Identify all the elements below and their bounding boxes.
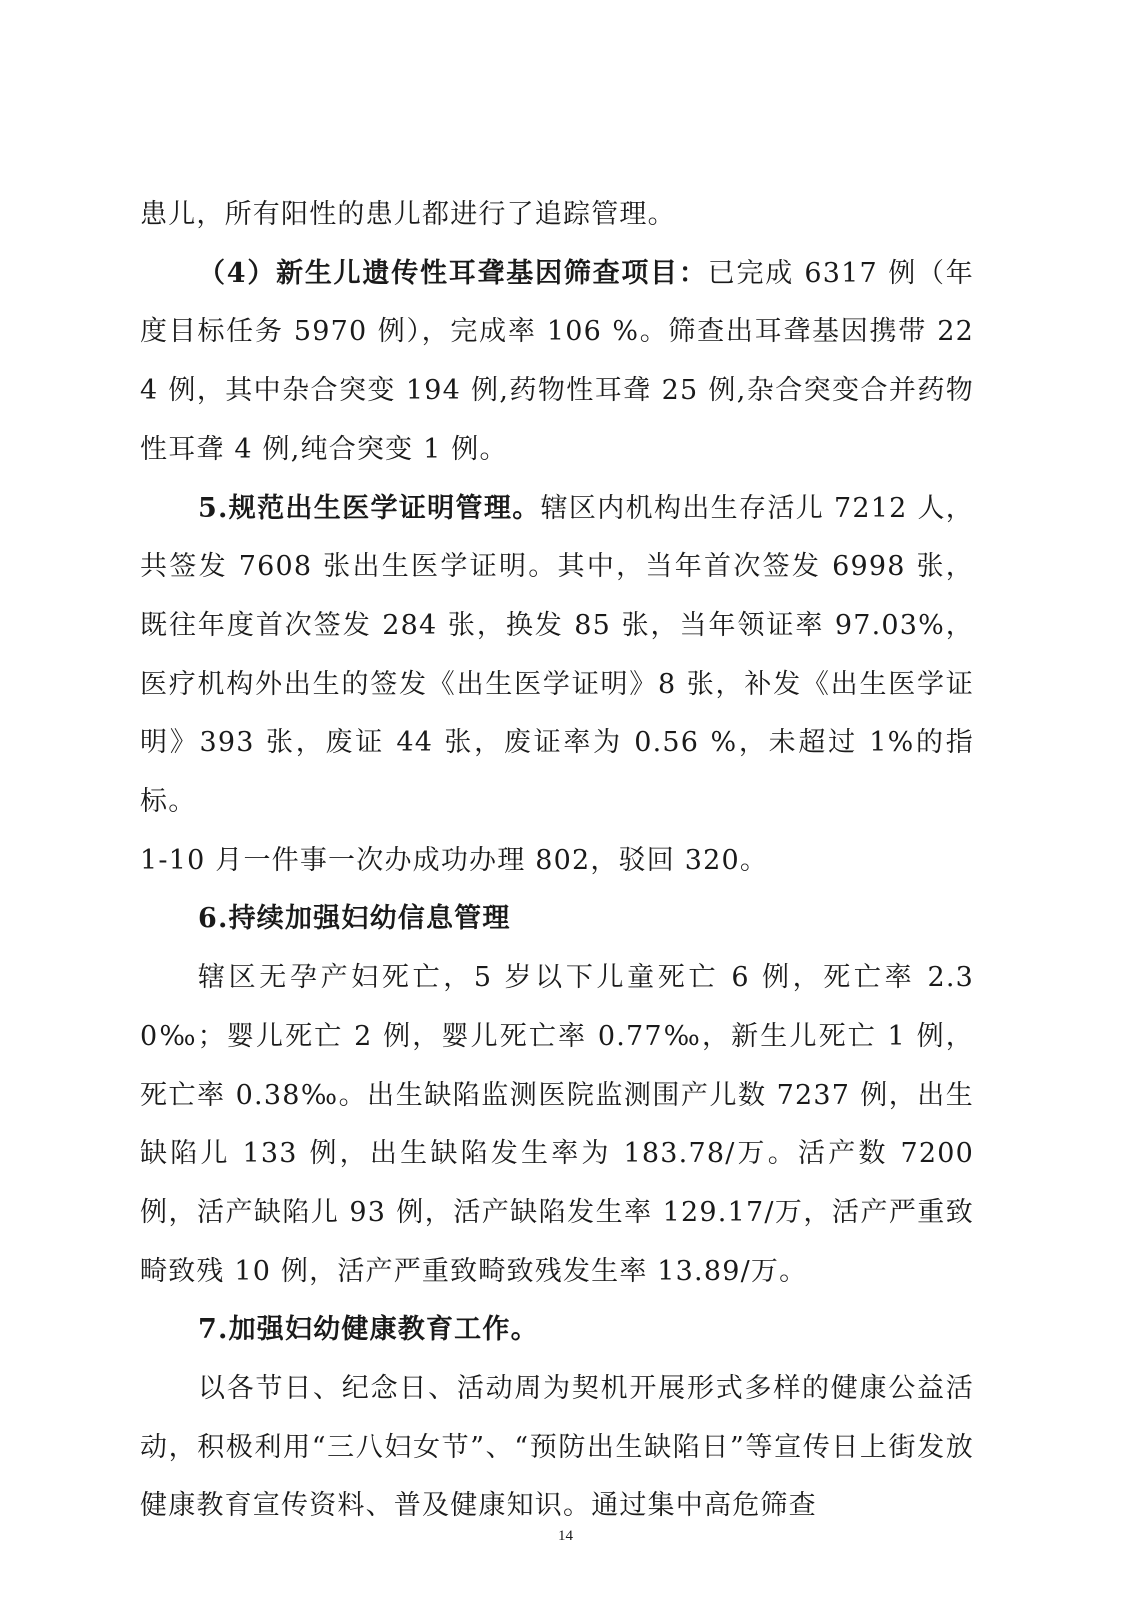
paragraph-health-education: 以各节日、纪念日、活动周为契机开展形式多样的健康公益活动，积极利用“三八妇女节”、“预防出生缺陷日”等宣传日上街发放健康教育宣传资料、普及健康知识。通过集中高危筛查 (140, 1373, 974, 1522)
section-heading-6: 6.持续加强妇幼信息管理 (198, 903, 511, 935)
paragraph-birth-certificate-tail: 1-10 月一件事一次办成功办理 802，驳回 320。 (140, 844, 769, 876)
paragraph-maternal-child-info: 辖区无孕产妇死亡，5 岁以下儿童死亡 6 例，死亡率 2.30‰；婴儿死亡 2 例，婴儿死亡率 0.77‰，新生儿死亡 1 例，死亡率 0.38‰。出生缺陷监测医院监测围产儿数 7237 例，出生缺陷儿 133 例，出生缺陷发生率为 183.78/万。活产数 7200 例，活产缺陷儿 93 例，活产缺陷发生率 129.17/万，活产严重致畸致残 10 例，活产严重致畸致残发生率 13.89/万。 (140, 962, 974, 1287)
section-heading-5: 5.规范出生医学证明管理。 (198, 492, 541, 524)
document-body (140, 186, 974, 1536)
paragraph-continuation: 患儿，所有阳性的患儿都进行了追踪管理。 (140, 199, 676, 230)
page-number: 14 (558, 1528, 573, 1544)
paragraph-hearing-screening (140, 245, 974, 480)
paragraph-hearing-screening-text: 已完成 6317 例（年度目标任务 5970 例），完成率 106 %。筛查出耳聋基因携带 224 例，其中杂合突变 194 例,药物性耳聋 25 例,杂合突变合并药物性耳聋 4 例,纯合突变 1 例。 (140, 257, 974, 465)
paragraph-birth-certificate-text: 辖区内机构出生存活儿 7212 人，共签发 7608 张出生医学证明。其中，当年首次签发 6998 张，既往年度首次签发 284 张，换发 85 张，当年领证率 97.03%，医疗机构外出生的签发《出生医学证明》8 张，补发《出生医学证明》393 张，废证 44 张，废证率为 0.56 %，未超过 1%的指标。 (140, 492, 974, 818)
paragraph-birth-certificate (140, 480, 974, 832)
section-heading-7: 7.加强妇幼健康教育工作。 (198, 1314, 539, 1346)
paragraph-hearing-screening-heading: （4）新生儿遗传性耳聋基因筛查项目： (198, 257, 708, 289)
